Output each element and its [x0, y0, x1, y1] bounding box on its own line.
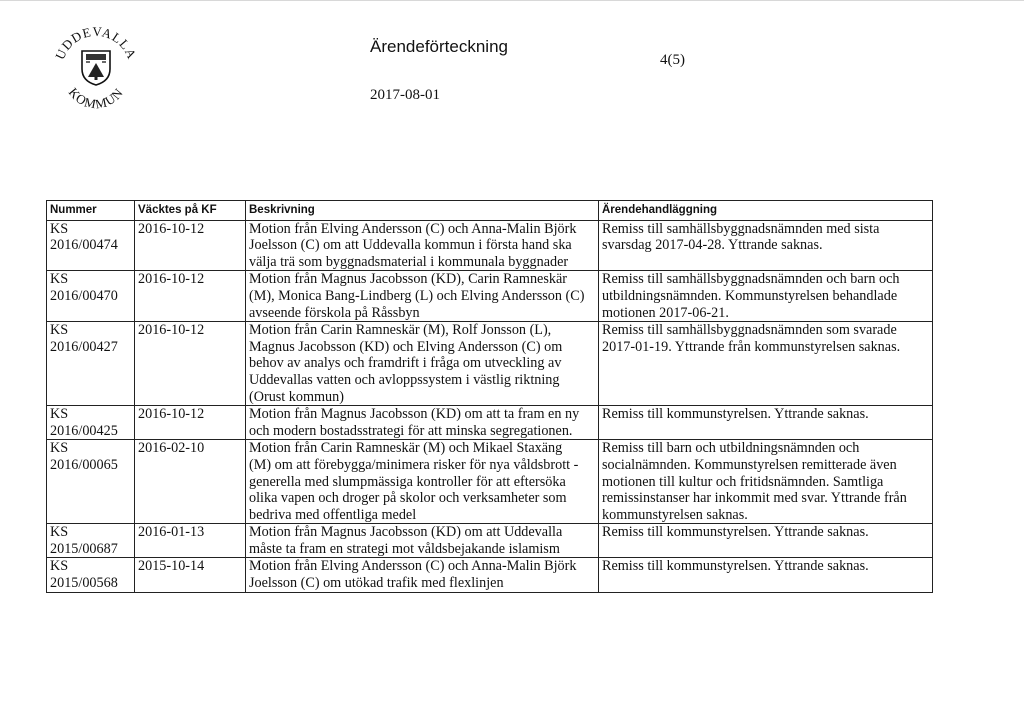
cell-vacktes: 2016-10-12: [135, 322, 246, 406]
cell-nummer-line: 2015/00568: [50, 575, 118, 592]
cell-beskrivning-line: Motion från Carin Ramneskär (M), Rolf Jonsson (L),: [249, 322, 552, 339]
cell-handlaggning-line: motionen 2017-06-21.: [602, 304, 729, 321]
cell-nummer-line: KS: [50, 558, 69, 575]
cell-nummer-line: KS: [50, 220, 69, 237]
document-title: Ärendeförteckning: [370, 37, 508, 56]
cell-handlaggning-line: remissinstanser har inkommit med svar. Yttrande från: [602, 490, 907, 507]
cell-beskrivning: [246, 271, 599, 322]
cell-nummer-line: 2015/00687: [50, 540, 118, 557]
cell-nummer: [47, 440, 135, 524]
cell-handlaggning-line: Remiss till samhällsbyggnadsnämnden och barn och: [602, 271, 900, 288]
cell-beskrivning-line: Uddevallas vatten och avloppssystem i västlig riktning: [249, 371, 560, 388]
table-row: [47, 406, 933, 440]
column-header-vacktes: Väcktes på KF: [135, 201, 246, 221]
cell-nummer-line: KS: [50, 271, 69, 288]
cell-vacktes: 2016-10-12: [135, 271, 246, 322]
cell-handlaggning: [599, 220, 933, 271]
cell-vacktes: 2015-10-14: [135, 558, 246, 592]
cell-nummer-line: 2016/00425: [50, 422, 118, 439]
table-row: [47, 271, 933, 322]
cell-nummer-line: 2016/00474: [50, 237, 118, 254]
cell-handlaggning-line: Remiss till kommunstyrelsen. Yttrande saknas.: [602, 558, 869, 575]
cell-beskrivning-line: Motion från Magnus Jacobsson (KD) om att ta fram en ny: [249, 406, 580, 423]
cell-beskrivning: [246, 406, 599, 440]
cell-beskrivning-line: Joelsson (C) om utökad trafik med flexlinjen: [249, 575, 504, 592]
cell-handlaggning-line: Remiss till samhällsbyggnadsnämnden med sista: [602, 220, 880, 237]
column-header-beskrivning: Beskrivning: [246, 201, 599, 221]
document-date: 2017-08-01: [370, 87, 440, 103]
cell-vacktes: 2016-10-12: [135, 220, 246, 271]
cell-nummer: [47, 558, 135, 592]
cell-handlaggning-line: Remiss till kommunstyrelsen. Yttrande saknas.: [602, 524, 869, 541]
cell-handlaggning: [599, 524, 933, 558]
cell-beskrivning-line: (M) om att förebygga/minimera risker för nya våldsbrott -: [249, 456, 579, 473]
cell-nummer-line: KS: [50, 406, 69, 423]
cell-nummer-line: 2016/00427: [50, 338, 118, 355]
cell-beskrivning-line: Motion från Magnus Jacobsson (KD) om att Uddevalla: [249, 524, 563, 541]
table-row: [47, 524, 933, 558]
cell-beskrivning-line: (M), Monica Bang-Lindberg (L) och Elving Andersson (C): [249, 287, 585, 304]
municipality-seal-logo: [48, 18, 144, 118]
svg-text:UDDEVALLA: UDDEVALLA: [52, 23, 140, 62]
cell-beskrivning-line: bedriva med offentliga medel: [249, 506, 417, 523]
cell-handlaggning-line: motionen till kultur och fritidsnämnden. Samtliga: [602, 473, 884, 490]
cell-beskrivning-line: välja trä som byggnadsmaterial i kommunala byggnader: [249, 253, 569, 270]
cell-handlaggning-line: socialnämnden. Kommunstyrelsen remitterade även: [602, 456, 897, 473]
cell-handlaggning-line: 2017-01-19. Yttrande från kommunstyrelsen saknas.: [602, 338, 901, 355]
cell-vacktes: 2016-02-10: [135, 440, 246, 524]
cell-nummer: [47, 524, 135, 558]
column-header-handlaggning: Ärendehandläggning: [599, 201, 933, 221]
cell-nummer: [47, 406, 135, 440]
cell-nummer: [47, 220, 135, 271]
table-header-row: [47, 201, 933, 221]
cell-beskrivning-line: Motion från Magnus Jacobsson (KD), Carin Ramneskär: [249, 271, 567, 288]
cell-beskrivning: [246, 558, 599, 592]
cell-vacktes: 2016-01-13: [135, 524, 246, 558]
cell-handlaggning: [599, 271, 933, 322]
cell-beskrivning-line: (Orust kommun): [249, 388, 344, 405]
cell-beskrivning: [246, 220, 599, 271]
cell-beskrivning-line: måste ta fram en strategi mot våldsbejakande islamism: [249, 540, 560, 557]
cell-beskrivning-line: och modern bostadsstrategi för att minska segregationen.: [249, 422, 573, 439]
table-row: [47, 220, 933, 271]
table-row: [47, 558, 933, 592]
page-top-edge: [0, 0, 1024, 1]
cell-nummer-line: KS: [50, 524, 69, 541]
cell-nummer-line: 2016/00065: [50, 456, 118, 473]
cell-beskrivning: [246, 440, 599, 524]
page-number: 4(5): [660, 52, 685, 68]
cell-handlaggning: [599, 558, 933, 592]
cell-beskrivning-line: Motion från Carin Ramneskär (M) och Mikael Staxäng: [249, 440, 563, 457]
table-row: [47, 440, 933, 524]
cell-nummer-line: KS: [50, 440, 69, 457]
cell-nummer-line: KS: [50, 322, 69, 339]
cell-beskrivning-line: Joelsson (C) om att Uddevalla kommun i första hand ska: [249, 237, 572, 254]
cell-beskrivning-line: Motion från Elving Andersson (C) och Anna-Malin Björk: [249, 220, 577, 237]
cell-handlaggning-line: Remiss till samhällsbyggnadsnämnden som svarade: [602, 322, 897, 339]
cell-beskrivning: [246, 524, 599, 558]
svg-text:KOMMUN: KOMMUN: [65, 84, 127, 112]
cell-handlaggning: [599, 440, 933, 524]
cell-beskrivning-line: avseende förskola på Råssbyn: [249, 304, 420, 321]
case-register-table: [46, 200, 933, 593]
cell-nummer-line: 2016/00470: [50, 287, 118, 304]
cell-handlaggning-line: svarsdag 2017-04-28. Yttrande saknas.: [602, 237, 823, 254]
cell-handlaggning: [599, 322, 933, 406]
table-row: [47, 322, 933, 406]
cell-vacktes: 2016-10-12: [135, 406, 246, 440]
cell-handlaggning: [599, 406, 933, 440]
cell-beskrivning-line: generella med slumpmässiga kontroller för att eftersöka: [249, 473, 566, 490]
column-header-nummer: Nummer: [47, 201, 135, 221]
cell-beskrivning-line: olika vapen och droger på skolor och verksamheter som: [249, 490, 567, 507]
cell-nummer: [47, 271, 135, 322]
cell-handlaggning-line: kommunstyrelsen saknas.: [602, 506, 748, 523]
cell-beskrivning: [246, 322, 599, 406]
cell-handlaggning-line: utbildningsnämnden. Kommunstyrelsen behandlade: [602, 287, 898, 304]
cell-nummer: [47, 322, 135, 406]
cell-handlaggning-line: Remiss till barn och utbildningsnämnden och: [602, 440, 860, 457]
cell-beskrivning-line: Motion från Elving Andersson (C) och Anna-Malin Björk: [249, 558, 577, 575]
cell-handlaggning-line: Remiss till kommunstyrelsen. Yttrande saknas.: [602, 406, 869, 423]
cell-beskrivning-line: behov av analys och framdrift i fråga om utveckling av: [249, 355, 562, 372]
cell-beskrivning-line: Magnus Jacobsson (KD) och Elving Andersson (C) om: [249, 338, 563, 355]
